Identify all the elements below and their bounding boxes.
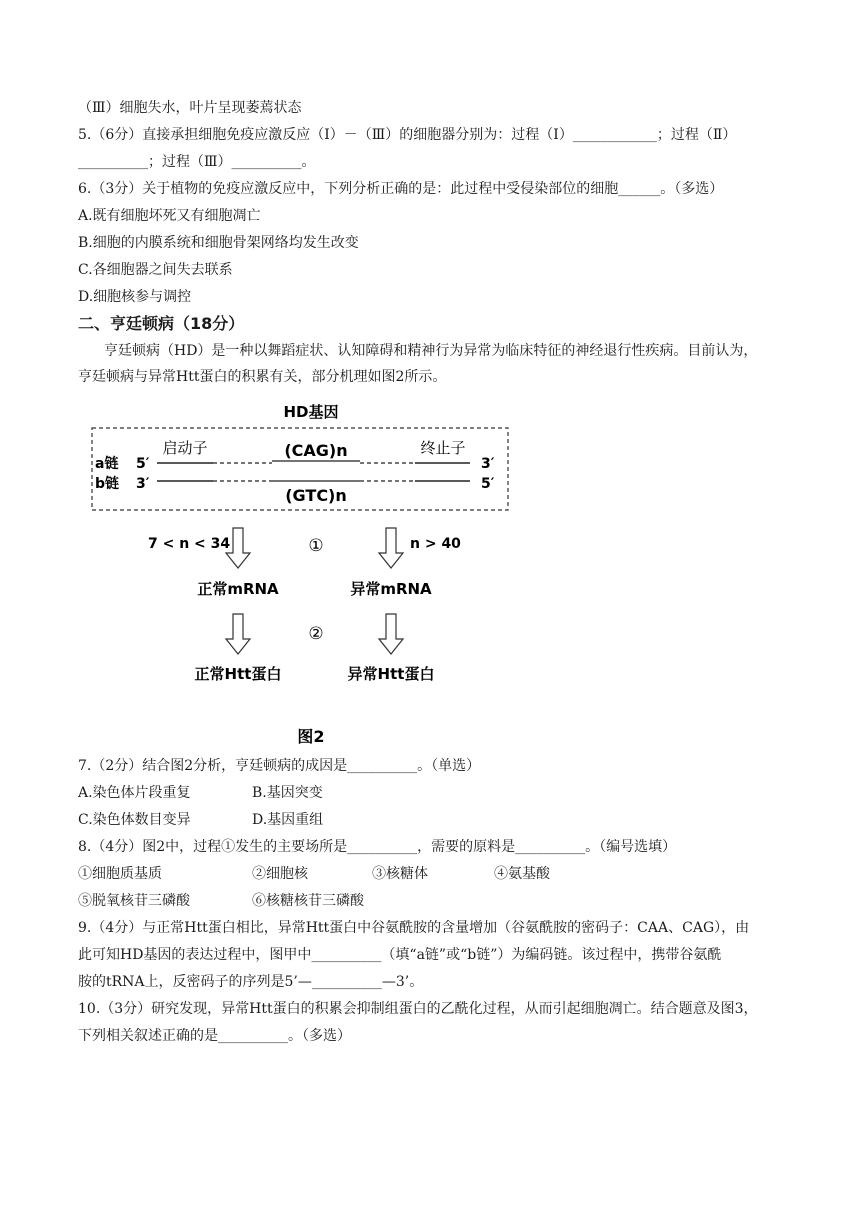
a-chain-5prime: 5′ — [136, 456, 150, 472]
line-III: （Ⅲ）细胞失水，叶片呈现萎蔫状态 — [78, 100, 302, 116]
abnormal-mrna-label: 异常mRNA — [350, 580, 432, 598]
arrow-down-icon — [226, 614, 250, 654]
question-8-option-4: ④氨基酸 — [494, 866, 550, 882]
question-10-line1: 10.（3分）研究发现，异常Htt蛋白的积累会抑制组蛋白的乙酰化过程，从而引起细胞凋亡。结合题意及图3， — [78, 1001, 758, 1017]
normal-htt-protein-label: 正常Htt蛋白 — [194, 665, 282, 683]
gtc-repeat-label: (GTC)n — [285, 486, 347, 505]
question-8-option-1: ①细胞质基质 — [78, 866, 162, 882]
step-2-marker: ② — [308, 624, 324, 644]
question-7-option-c: C.染色体数目变异 — [78, 812, 191, 828]
cag-repeat-label: (CAG)n — [284, 441, 348, 460]
abnormal-htt-protein-label: 异常Htt蛋白 — [347, 665, 435, 683]
promoter-label: 启动子 — [162, 439, 208, 457]
section-title: 二、亨廷顿病（18分） — [78, 314, 245, 333]
question-6: 6.（3分）关于植物的免疫应激反应中，下列分析正确的是：此过程中受侵染部位的细胞______。（多选） — [78, 181, 724, 197]
question-5-line1: 5.（6分）直接承担细胞免疫应激反应（Ⅰ）－（Ⅲ）的细胞器分别为：过程（Ⅰ）____________；过程（Ⅱ） — [78, 127, 737, 143]
arrow-down-icon — [379, 528, 403, 568]
b-chain-label: b链 — [95, 476, 120, 492]
question-6-option-a: A.既有细胞坏死又有细胞凋亡 — [78, 208, 261, 224]
condition-abnormal: n > 40 — [410, 536, 461, 552]
question-9-line3: 胺的tRNA上，反密码子的序列是5’—__________—3’。 — [78, 974, 424, 990]
question-7-option-a: A.染色体片段重复 — [78, 785, 191, 801]
question-7-option-b: B.基因突变 — [252, 785, 323, 801]
a-chain-3prime: 3′ — [481, 456, 495, 472]
question-6-option-c: C.各细胞器之间失去联系 — [78, 262, 233, 278]
condition-normal: 7 < n < 34 — [148, 536, 231, 552]
question-10-line2: 下列相关叙述正确的是__________。（多选） — [78, 1028, 351, 1044]
intro-line2: 亨廷顿病与异常Htt蛋白的积累有关，部分机理如图2所示。 — [78, 369, 447, 385]
question-9-line2: 此可知HD基因的表达过程中，图甲中__________（填“a链”或“b链”）为编码链。该过程中，携带谷氨酰 — [78, 947, 722, 963]
step-1-marker: ① — [308, 536, 324, 556]
question-5-line2: __________；过程（Ⅲ）__________。 — [78, 154, 316, 170]
b-chain-3prime: 3′ — [136, 476, 150, 492]
arrow-down-icon — [379, 614, 403, 654]
question-8-option-5: ⑤脱氧核苷三磷酸 — [78, 893, 190, 909]
question-6-option-b: B.细胞的内膜系统和细胞骨架网络均发生改变 — [78, 235, 359, 251]
figure-caption: 图2 — [297, 727, 325, 746]
b-chain-5prime: 5′ — [481, 476, 495, 492]
question-7: 7.（2分）结合图2分析，亨廷顿病的成因是__________。（单选） — [78, 758, 481, 774]
question-8-option-6: ⑥核糖核苷三磷酸 — [252, 893, 364, 909]
a-chain-label: a链 — [95, 456, 119, 472]
hd-gene-title: HD基因 — [283, 403, 339, 421]
question-8-option-2: ②细胞核 — [252, 866, 308, 882]
question-9-line1: 9.（4分）与正常Htt蛋白相比，异常Htt蛋白中谷氨酰胺的含量增加（谷氨酰胺的密码子：CAA、CAG），由 — [78, 920, 750, 936]
intro-line1: 亨廷顿病（HD）是一种以舞蹈症状、认知障碍和精神行为异常为临床特征的神经退行性疾病。目前认为， — [104, 343, 758, 359]
question-8: 8.（4分）图2中，过程①发生的主要场所是__________，需要的原料是__________。（编号选填） — [78, 839, 677, 855]
question-8-option-3: ③核糖体 — [372, 866, 428, 882]
question-6-option-d: D.细胞核参与调控 — [78, 289, 192, 305]
question-7-option-d: D.基因重组 — [252, 812, 324, 828]
normal-mrna-label: 正常mRNA — [197, 580, 279, 598]
terminator-label: 终止子 — [420, 439, 466, 457]
